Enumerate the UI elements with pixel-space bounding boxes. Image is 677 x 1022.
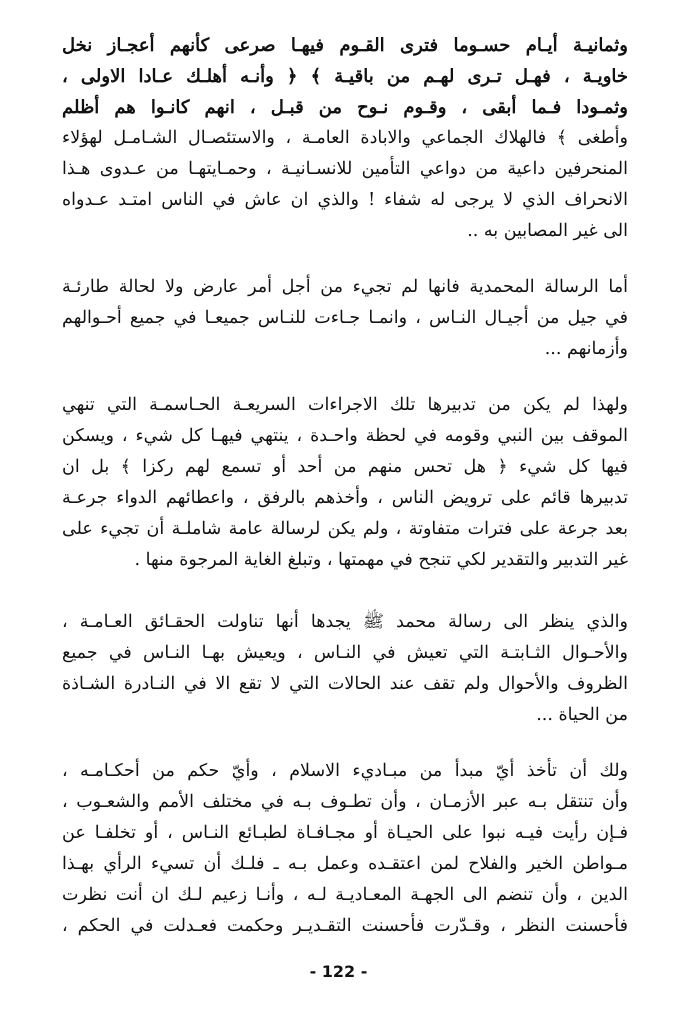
text-line: أما الرسالة المحمدية فانها لم تجيء من أجل أمر عارض ولا لحالة طارئـة <box>62 277 628 297</box>
text-line: من الحياة ... <box>536 705 628 725</box>
text-line: وأن تنتقل بـه عبر الأزمـان ، وأن تطـوف بـه في مختلف الأمم والشعـوب ، <box>62 792 628 812</box>
paragraph-5 <box>62 756 628 942</box>
paragraph-1 <box>62 30 628 247</box>
page-number: - 122 - <box>309 962 368 981</box>
text-line: وثمانيـة أيـام حسـوما فترى القـوم فيهـا صرعى كأنهم أعجـاز نخل <box>62 35 628 56</box>
text-line: الظروف والأحوال ولم تقف عند الحالات التي لا تقع الا في النـادرة الشـاذة <box>62 674 628 694</box>
text-line: في جيل من أجيـال النـاس ، وانمـا جـاءت للنـاس جميعـا في جميع أحـوالهم <box>62 308 628 328</box>
page-body <box>62 30 628 942</box>
text-line: والأحـوال الثـابتـة التي تعيش في النـاس ، ويعيش بهـا النـاس في جميع <box>62 643 628 663</box>
text-line: غير التدبير والتقدير لكي تنجح في مهمتها ، وتبلغ الغاية المرجوة منها . <box>134 550 628 570</box>
text-line: فأحسنت النظر ، وقـدّرت فأحسنت التقـديـر وحكمت فعـدلت في الحكم ، <box>62 916 628 936</box>
text-line: الدين ، وأن تنضم الى الجهـة المعـاديـة لـه ، وأنـا زعيم لـك ان أنت نظرت <box>62 885 628 905</box>
text-line: وثمـودا فـما أبقى ، وقـوم نـوح من قبـل ، انهم كانـوا هم أظلم <box>62 97 628 118</box>
text-line: مـواطن الخير والفلاح لمن اعتقـده وعمل بـه ـ فلـك أن تسيء الرأي بهـذا <box>62 854 628 874</box>
text-line: ولك أن تأخذ أيّ مبدأ من مبـاديء الاسلام ، وأيّ حكم من أحكـامـه ، <box>62 761 628 781</box>
text-line: خاويـة ، فهـل تـرى لهـم من باقيـة ﴾ ﴿ وأنـه أهلـك عـادا الاولى ، <box>62 66 628 87</box>
text-line: الانحراف الذي لا يرجى له شفاء ! والذي ان عاش في الناس امتـد عـدواه <box>62 190 628 210</box>
text-line: بعد جرعة على فترات متفاوتة ، ولم يكن لرسالة عامة شاملـة أن تجيء على <box>62 519 628 539</box>
text-line: الى غير المصابين به .. <box>467 221 628 241</box>
text-line: والذي ينظر الى رسالة محمد ﷺ يجدها أنها تناولت الحقـائق العـامـة ، <box>62 612 628 632</box>
paragraph-4 <box>62 607 628 731</box>
text-line: تدبيرها قائم على ترويض الناس ، وأخذهم بالرفق ، واعطائهم الدواء جرعـة <box>62 488 628 508</box>
text-line: الموقف بين النبي وقومه في لحظة واحـدة ، ينتهي فيهـا كل شيء ، ويسكن <box>62 426 628 446</box>
paragraph-3 <box>62 390 628 576</box>
text-line: ولهذا لم يكن من تدبيرها تلك الاجراءات السريعـة الحـاسمـة التي تنهي <box>62 395 628 415</box>
paragraph-2 <box>62 272 628 365</box>
text-line: فيها كل شيء ﴿ هل تحس منهم من أحد أو تسمع لهم ركزا ﴾ بل ان <box>62 457 628 477</box>
text-line: وأزمانهم ... <box>544 339 628 359</box>
text-line: وأطغى ﴾ فالهلاك الجماعي والابادة العامـة ، والاستئصـال الشـامـل لهؤلاء <box>62 128 628 148</box>
text-line: المنحرفين داعية من دواعي التأمين للانسـانيـة ، وحمـايتهـا من عـدوى هـذا <box>62 159 628 179</box>
text-line: فـإن رأيت فيـه نبوا على الحيـاة أو مجـافـاة لطبـائع النـاس ، أو تخلفـا عن <box>62 823 628 843</box>
